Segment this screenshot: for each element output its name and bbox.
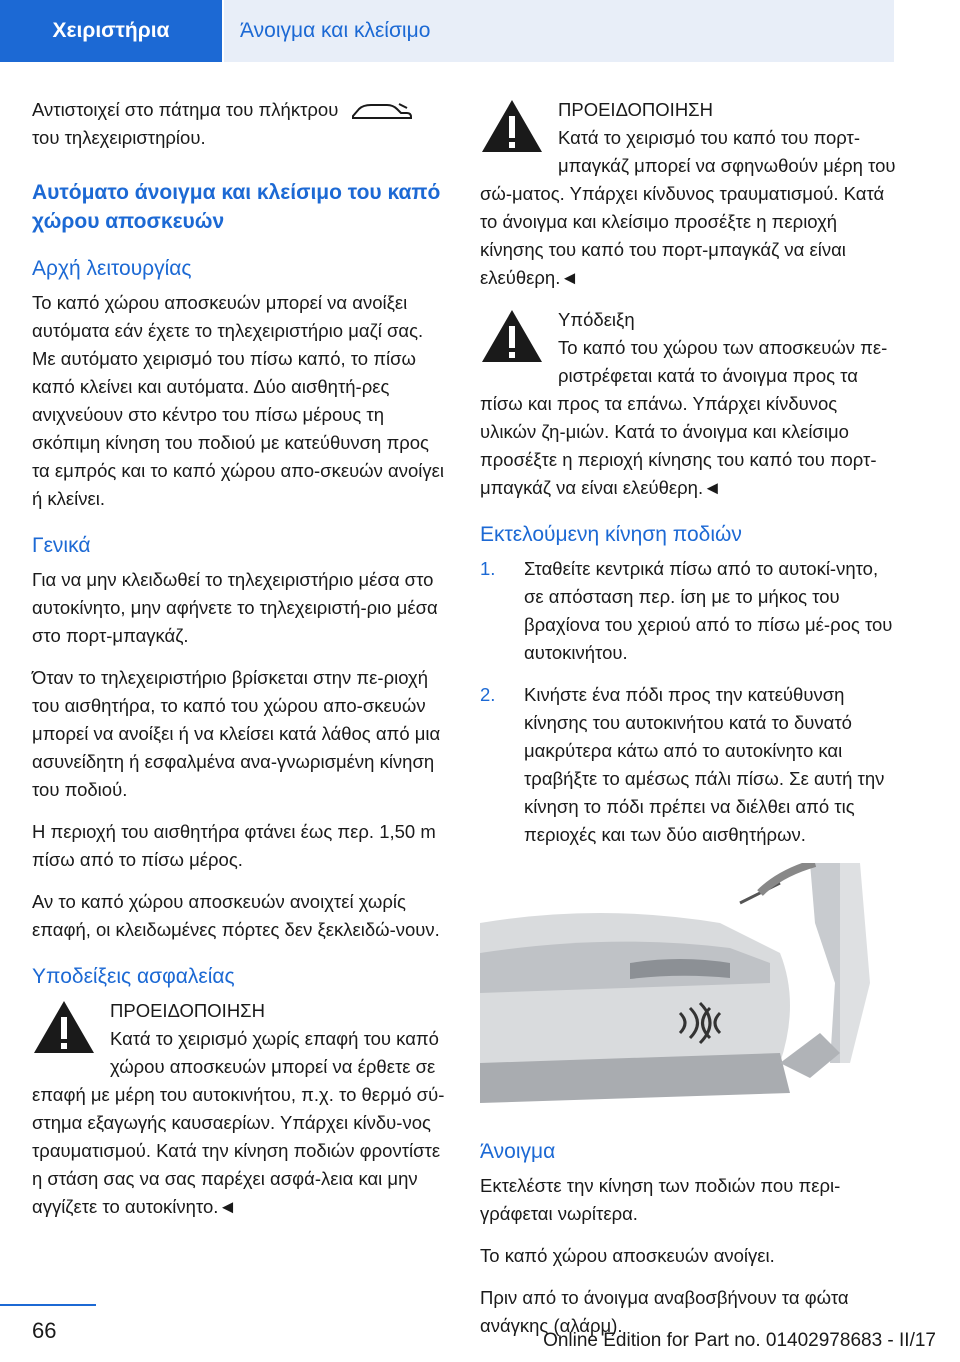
warning-text-1: Κατά το χειρισμό του καπό του πορτ-μπαγκάζ μπορεί να σφηνωθούν μέρη του σώ-ματος. Υπάρχει κίνδυνος τραυματισμού. Κατά το άνοιγμα και κλείσιμο προσέξτε η περιοχή κίνησης του καπό του πορτ-μπαγκάζ να είναι ελεύθερη.◄ — [480, 127, 896, 288]
section-title: Αυτόματο άνοιγμα και κλείσιμο του καπό χώρου αποσκευών — [32, 181, 441, 233]
warning-triangle-icon — [480, 98, 544, 154]
opening-paragraph-2: Το καπό χώρου αποσκευών ανοίγει. — [480, 1245, 775, 1266]
intro-paragraph — [32, 96, 446, 152]
warning-triangle-icon — [32, 999, 96, 1055]
intro-text: Αντιστοιχεί στο πάτημα του πλήκτρου — [32, 99, 339, 120]
warning-text: Κατά το χειρισμό χωρίς επαφή του καπό χώρου αποσκευών μπορεί να έρθετε σε επαφή με μέρη του αυτοκινήτου, π.χ. το θερμό σύ-στημα εξαγωγής καυσαερίων. Υπάρχει κίνδυ-νος τραυματισμού. Κατά την κίνηση ποδιών φροντίστε η στάση σας να σας παρέχει ασφά-λεια και μην αγγίζετε το αυτοκίνητο.◄ — [32, 1028, 445, 1217]
car-trunk-key-icon — [349, 100, 413, 122]
warning-triangle-icon — [480, 308, 544, 364]
warning-block — [32, 997, 446, 1221]
principle-text: Το καπό χώρου αποσκευών μπορεί να ανοίξει αυτόματα εάν έχετε το τηλεχειριστήριο μαζί σας. Με αυτόματο χειρισμό του πίσω καπό, το πίσω καπό κλείνει και αυτόματα. Δύο αισθητή-ρες ανιχνεύουν στο κέντρο του πίσω μέρους τη σκόπιμη κίνηση του ποδιού με κατεύθυνση προς τα εμπρός και το καπό χώρου απο-σκευών ανοίγει ή κλείνει. — [32, 292, 444, 509]
page-number: 66 — [32, 1318, 57, 1343]
notice-text: Το καπό του χώρου των αποσκευών πε-ριστρέφεται κατά το άνοιγμα προς τα πίσω και προς τα επάνω. Υπάρχει κίνδυνος υλικών ζη-μιών. Κατά το άνοιγμα και κλείσιμο προσέξτε η περιοχή κίνησης του καπό του πορτ-μπαγκάζ να είναι ελεύθερη.◄ — [480, 337, 888, 498]
header-bar — [0, 0, 960, 62]
general-paragraph-4: Αν το καπό χώρου αποσκευών ανοιχτεί χωρίς επαφή, οι κλειδωμένες πόρτες δεν ξεκλειδώ-νουν. — [32, 891, 440, 940]
warning-heading: ΠΡΟΕΙΔΟΠΟΙΗΣΗ — [110, 1000, 265, 1021]
step-number: 2. — [480, 684, 496, 705]
safety-title: Υποδείξεις ασφαλείας — [32, 965, 235, 988]
intro-text-2: του τηλεχειριστηρίου. — [32, 127, 206, 148]
step-number: 1. — [480, 558, 496, 579]
general-paragraph-2: Όταν το τηλεχειριστήριο βρίσκεται στην πε-ριοχή του αισθητήρα, το καπό του χώρου απο-σκευών μπορεί να ανοίξει ή να κλείσει κατά λάθος από μια ασυνείδητη ή εσφαλμένα ανα-γνωρισμένη κίνηση του ποδιού. — [32, 667, 441, 800]
section-tab[interactable]: Χειριστήρια — [0, 0, 222, 62]
notice-block — [480, 306, 898, 502]
general-title: Γενικά — [32, 534, 91, 557]
notice-heading: Υπόδειξη — [558, 309, 635, 330]
warning-block-1 — [480, 96, 898, 292]
warning-heading-1: ΠΡΟΕΙΔΟΠΟΙΗΣΗ — [558, 99, 713, 120]
list-item — [480, 555, 898, 667]
general-paragraph-3: Η περιοχή του αισθητήρα φτάνει έως περ. 1,50 m πίσω από το πίσω μέρος. — [32, 821, 436, 870]
left-column — [32, 96, 446, 1235]
opening-paragraph-3: Πριν από το άνοιγμα αναβοσβήνουν τα φώτα ανάγκης (αλάρμ). — [480, 1287, 849, 1336]
list-item — [480, 681, 898, 849]
footer-divider — [0, 1304, 96, 1306]
opening-paragraph-1: Εκτελέστε την κίνηση των ποδιών που περι-γράφεται νωρίτερα. — [480, 1175, 841, 1224]
steps-list — [480, 555, 898, 849]
chapter-tab[interactable]: Άνοιγμα και κλείσιμο — [224, 0, 894, 62]
foot-movement-title: Εκτελούμενη κίνηση ποδιών — [480, 523, 742, 546]
step-text: Σταθείτε κεντρικά πίσω από το αυτοκί-νητο, σε απόσταση περ. ίση με το μήκος του βραχίονα του χεριού από το πίσω μέ-ρος του αυτοκινήτου. — [524, 558, 893, 663]
opening-title: Άνοιγμα — [480, 1140, 556, 1163]
principle-title: Αρχή λειτουργίας — [32, 257, 192, 280]
edition-text: Online Edition for Part no. 01402978683 - II/17 — [543, 1330, 936, 1351]
right-column — [480, 96, 898, 1354]
general-paragraph-1: Για να μην κλειδωθεί το τηλεχειριστήριο μέσα στο αυτοκίνητο, μην αφήνετε το τηλεχειριστή-ριο μέσα στο πορτ-μπαγκάζ. — [32, 569, 438, 646]
step-text: Κινήστε ένα πόδι προς την κατεύθυνση κίνησης του αυτοκινήτου κατά το δυνατό μακρύτερα κάτω από το αυτοκίνητο και τραβήξτε το αμέσως πάλι πίσω. Σε αυτή την κίνηση το πόδι πρέπει να διέλθει από τις περιοχές και των δύο αισθητήρων. — [524, 684, 885, 845]
foot-gesture-illustration — [480, 863, 898, 1107]
